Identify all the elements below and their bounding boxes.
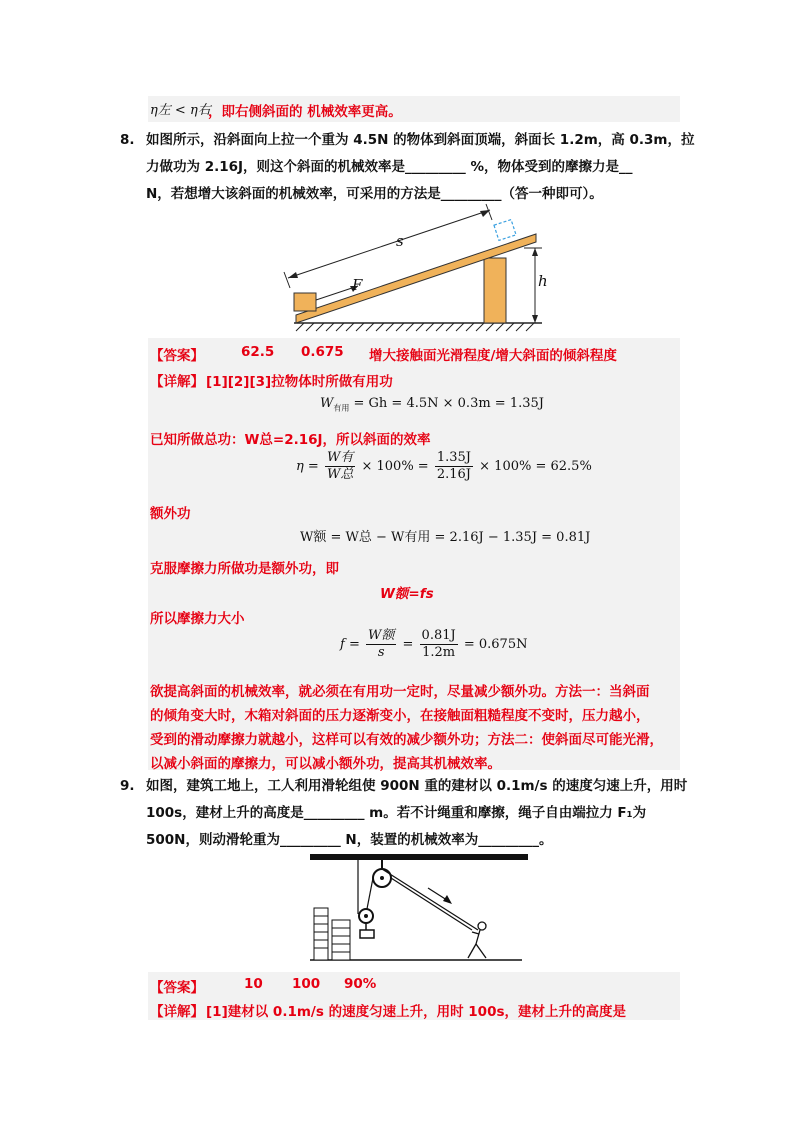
- q9-line-3: 500N，则动滑轮重为_________ N，装置的机械效率为_________。: [146, 832, 553, 848]
- q8-friction-line: 克服摩擦力所做功是额外功，即: [150, 561, 339, 577]
- q8-paragraph-line-2: 的倾角变大时，木箱对斜面的压力逐渐变小，在接触面粗糙程度不变时，压力越小，: [150, 708, 650, 724]
- q8-friction-size-line: 所以摩擦力大小: [150, 611, 245, 627]
- top-formula: η左 < η右: [150, 103, 211, 118]
- eq-useful-work: $W_{有用} = Gh = 4.5N \times 0.3m = 1.35J$: [320, 396, 544, 413]
- q8-number: 8.: [120, 132, 135, 148]
- q8-answer-tag: 【答案】: [150, 348, 204, 364]
- q9-answer-3: 90%: [344, 976, 377, 992]
- incline-diagram: [280, 200, 560, 335]
- q8-line-3: N，若想增大该斜面的机械效率，可采用的方法是_________（答一种即可）。: [146, 186, 603, 202]
- q8-extra-work-label: 额外功: [150, 506, 191, 522]
- q8-answer-2: 0.675: [301, 344, 344, 360]
- q9-detail-text: [1]建材以 0.1m/s 的速度匀速上升，用时 100s，建材上升的高度是: [206, 1004, 626, 1020]
- label-s: s: [396, 232, 404, 250]
- q8-paragraph-line-3: 受到的滑动摩擦力就越小，这样可以有效的减少额外功；方法二：使斜面尽可能光滑，: [150, 732, 663, 748]
- q8-paragraph-line-4: 以减小斜面的摩擦力，可以减小额外功，提高其机械效率。: [150, 756, 501, 772]
- label-h: h: [538, 272, 548, 290]
- label-F: F: [352, 276, 363, 294]
- q9-number: 9.: [120, 778, 135, 794]
- q9-answer-1: 10: [244, 976, 263, 992]
- eq-friction: f = $\frac{\text{W额}}{s}$ = $\frac{0.81J}{1.2m}$ = 0.675N: [340, 628, 528, 660]
- q8-answer-1: 62.5: [241, 344, 275, 360]
- q9-answer-2: 100: [292, 976, 321, 992]
- q8-detail-intro: [1][2][3]拉物体时所做有用功: [206, 374, 393, 390]
- q8-answer-3: 增大接触面光滑程度/增大斜面的倾斜程度: [369, 348, 617, 364]
- q9-line-1: 如图，建筑工地上，工人利用滑轮组使 900N 重的建材以 0.1m/s 的速度匀速上升，用时: [146, 778, 688, 794]
- q8-total-work-line: 已知所做总功：W总=2.16J，所以斜面的效率: [150, 432, 431, 448]
- eq-efficiency: η = $\frac{\text{W有}}{\text{W总}}$ × 100% = $\frac{1.35J}{2.16J}$ × 100% = 62.5%: [296, 450, 592, 482]
- eq-extra-work: W额 = W总 − W有用 = 2.16J − 1.35J = 0.81J: [300, 530, 591, 545]
- top-conclusion: ，即右侧斜面的 机械效率更高。: [208, 104, 402, 120]
- pulley-diagram: [300, 848, 530, 966]
- q8-detail-tag: 【详解】: [150, 374, 204, 390]
- q8-line-2: 力做功为 2.16J，则这个斜面的机械效率是_________ %，物体受到的摩擦力是__: [146, 159, 633, 175]
- q8-line-1: 如图所示，沿斜面向上拉一个重为 4.5N 的物体到斜面顶端，斜面长 1.2m，高 0.3m，拉: [146, 132, 695, 148]
- q8-paragraph-line-1: 欲提高斜面的机械效率，就必须在有用功一定时，尽量减少额外功。方法一：当斜面: [150, 684, 650, 700]
- q9-detail-tag: 【详解】: [150, 1004, 204, 1020]
- eq-extra-fs: W额=fs: [380, 586, 434, 602]
- q9-answer-tag: 【答案】: [150, 980, 204, 996]
- q9-line-2: 100s，建材上升的高度是_________ m。若不计绳重和摩擦，绳子自由端拉力 F₁为: [146, 805, 647, 821]
